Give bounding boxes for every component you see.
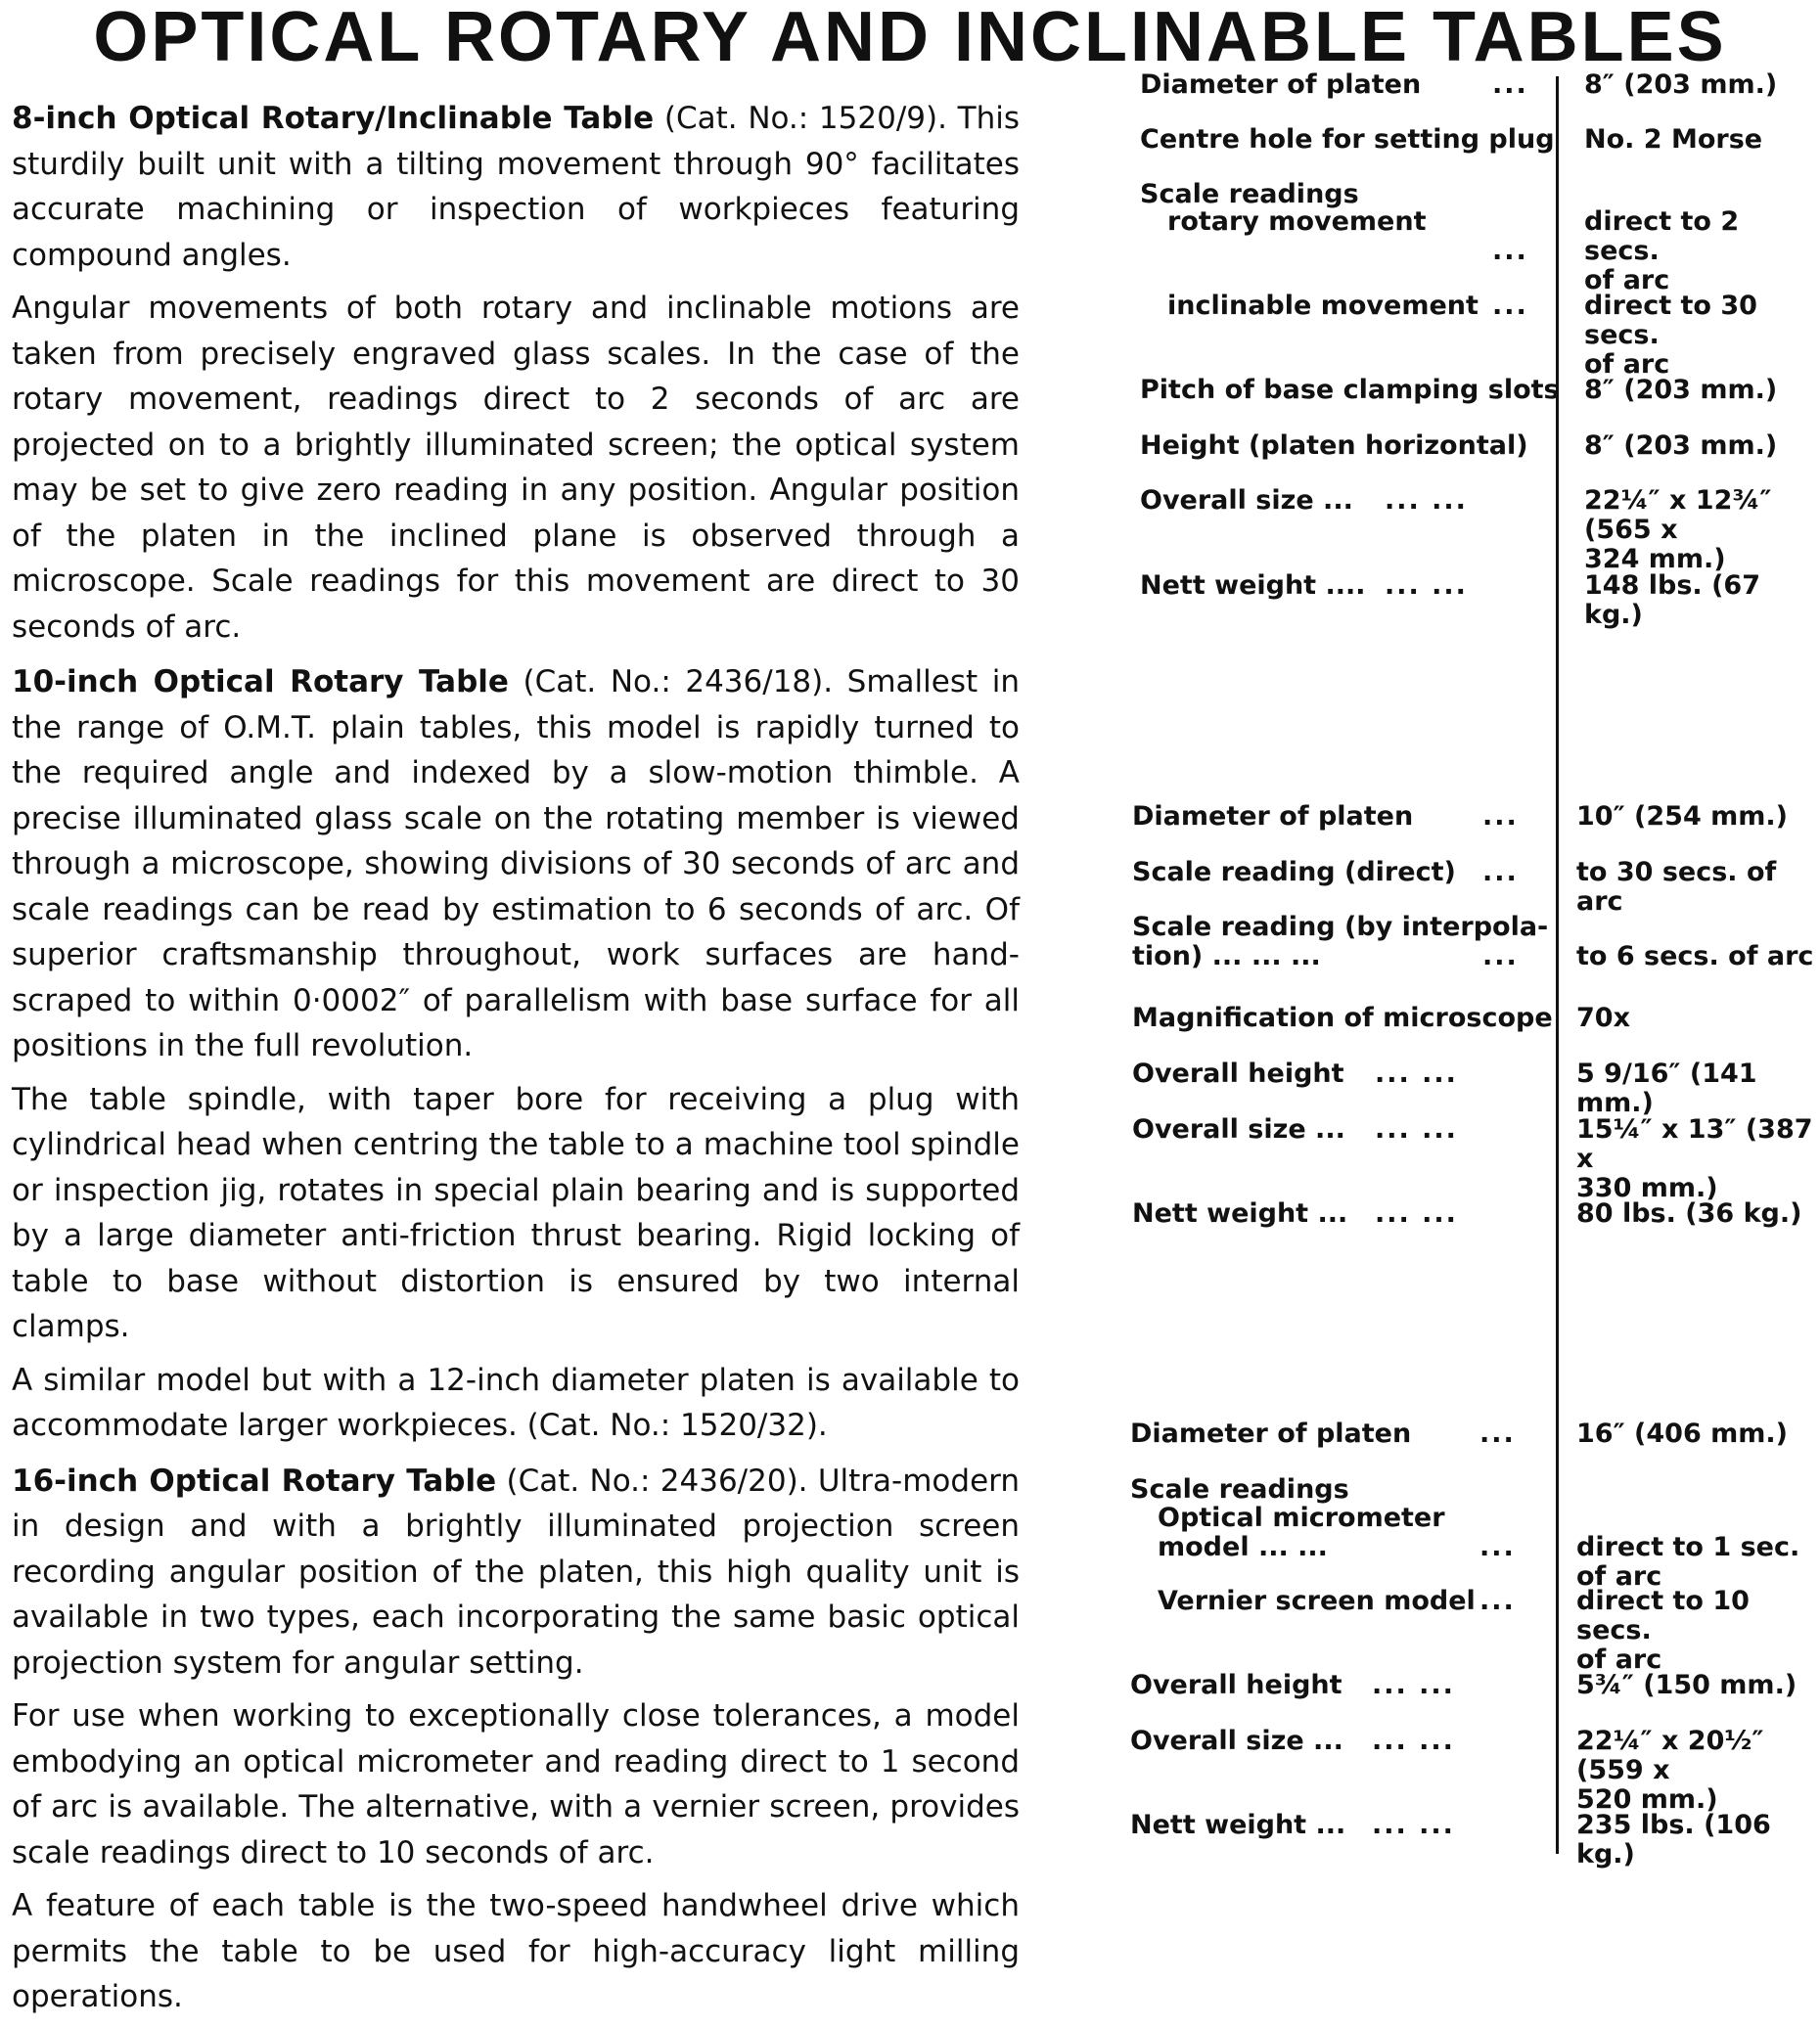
spec-value: 15¼″ x 13″ (387 x 330 mm.) (1576, 1114, 1813, 1203)
spec-leader-dots: ... (1492, 69, 1528, 100)
spec-leader-dots: ... ... (1372, 1670, 1455, 1700)
spec-label: Diameter of platen (1140, 69, 1422, 100)
spec-leader-dots: ... (1482, 857, 1519, 887)
paragraph-text: (Cat. No.: 2436/20). Ultra-modern in design and with a brightly illuminated projection screen recording angular position of the platen, this high quality unit is available in two types, each incorporating the same basic optical projection system for angular setting. (12, 1463, 1020, 1681)
spec-leader-dots: ... ... (1385, 485, 1468, 516)
spec-leader-dots: ... (1482, 941, 1519, 971)
spec-leader-dots: ... (1479, 1532, 1516, 1562)
spec-leader-dots: ... ... (1375, 1114, 1458, 1145)
spec-value: direct to 2 secs. of arc (1584, 206, 1740, 295)
page-title: OPTICAL ROTARY AND INCLINABLE TABLES (93, 0, 1727, 76)
spec-leader-dots: ... ... (1375, 1059, 1458, 1089)
spec-value: 22¼″ x 20½″ (559 x 520 mm.) (1576, 1726, 1764, 1815)
spec-leader-dots: ... (1492, 291, 1528, 321)
spec-label: Nett weight .... (1140, 570, 1366, 601)
spec-leader-dots: ... (1492, 236, 1528, 266)
spec-leader-dots: ... (1479, 1419, 1516, 1449)
spec-value: 22¼″ x 12¾″ (565 x 324 mm.) (1584, 485, 1772, 574)
paragraph-16-inch-handwheel: A feature of each table is the two-speed handwheel drive which permits the table to be used for high-accuracy light milling operations. (12, 1888, 1020, 2014)
spec-value: 8″ (203 mm.) (1584, 375, 1778, 405)
spec-value: 16″ (406 mm.) (1576, 1419, 1788, 1449)
section-heading-16-inch: 16-inch Optical Rotary Table (12, 1463, 497, 1499)
spec-leader-dots: ... ... (1372, 1726, 1455, 1756)
spec-label: Diameter of platen (1132, 801, 1414, 832)
paragraph-10-inch-spindle: The table spindle, with taper bore for receiving a plug with cylindrical head when centring the table to a machine tool spindle or inspection jig, rotates in special plain bearing and is supported by a large diameter anti-friction thrust bearing. Rigid locking of table to base without distortion is ensured by two internal clamps. (12, 1081, 1020, 1344)
spec-label: Overall height (1130, 1670, 1342, 1700)
spec-label: Height (platen horizontal) (1140, 430, 1528, 461)
spec-label: Scale reading (direct) (1132, 857, 1456, 887)
paragraph-text: (Cat. No.: 1520/9). This sturdily built unit with a tilting movement through 90° facilitates accurate machining or inspection of workpieces featuring compound angles. (12, 101, 1021, 273)
spec-label: Overall size ... (1140, 485, 1353, 516)
spec-leader-dots: ... ... (1372, 1810, 1455, 1840)
spec-group-heading: Scale readings (1130, 1474, 1349, 1505)
spec-label: Overall size ... (1132, 1114, 1345, 1145)
spec-label: Centre hole for setting plug (1140, 124, 1555, 155)
paragraph-16-inch-micrometer: For use when working to exceptionally close tolerances, a model embodying an optical micrometer and reading direct to 1 second of arc is available. The alternative, with a vernier screen, provides scale readings direct to 10 seconds of arc. (12, 1698, 1020, 1870)
spec-label: Nett weight ... (1132, 1198, 1348, 1229)
spec-value: 8″ (203 mm.) (1584, 69, 1778, 100)
spec-value: 5 9/16″ (141 mm.) (1576, 1059, 1757, 1118)
spec-label: Overall size ... (1130, 1726, 1343, 1756)
spec-value: 235 lbs. (106 kg.) (1576, 1810, 1771, 1870)
spec-value: direct to 10 secs. of arc (1576, 1586, 1750, 1675)
spec-value: 10″ (254 mm.) (1576, 801, 1788, 832)
spec-label: Pitch of base clamping slots (1140, 375, 1560, 405)
spec-value: 148 lbs. (67 kg.) (1584, 570, 1760, 630)
section-heading-10-inch: 10-inch Optical Rotary Table (12, 664, 509, 699)
spec-label: Optical micrometer model ... ... (1158, 1503, 1445, 1562)
spec-label: Nett weight ... (1130, 1810, 1346, 1840)
spec-value: to 6 secs. of arc (1576, 941, 1814, 971)
spec-leader-dots: ... ... (1375, 1198, 1458, 1229)
spec-value: direct to 30 secs. of arc (1584, 291, 1757, 380)
spec-leader-dots: ... (1482, 801, 1519, 832)
spec-value: 8″ (203 mm.) (1584, 430, 1778, 461)
spec-label: rotary movement (1167, 206, 1427, 237)
spec-label: inclinable movement (1167, 291, 1479, 321)
paragraph-text: (Cat. No.: 2436/18). Smallest in the range of O.M.T. plain tables, this model is rapidly turned to the required angle and indexed by a slow-motion thimble. A precise illuminated glass scale on the rotating member is viewed through a microscope, showing divisions of 30 seconds of arc and scale readings can be read by estimation to 6 seconds of arc. Of superior craftsmanship throughout, work surfaces are hand-scraped to within 0·0002″ of parallelism with base surface for all positions in the full revolution. (12, 664, 1020, 1063)
spec-label: Diameter of platen (1130, 1419, 1412, 1449)
spec-value: 5¾″ (150 mm.) (1576, 1670, 1797, 1700)
spec-label: Vernier screen model (1158, 1586, 1476, 1616)
spec-value: 70x (1576, 1003, 1630, 1033)
spec-value: 80 lbs. (36 kg.) (1576, 1198, 1802, 1229)
section-heading-8-inch: 8-inch Optical Rotary/Inclinable Table (12, 101, 655, 136)
spec-label: Scale reading (by interpola- tion) ... ... ... (1132, 912, 1549, 971)
spec-label: Overall height (1132, 1059, 1344, 1089)
spec-value: to 30 secs. of arc (1576, 857, 1777, 917)
paragraph-8-inch-detail: Angular movements of both rotary and inclinable motions are taken from precisely engraved glass scales. In the case of the rotary movement, readings direct to 2 seconds of arc are projected on to a brightly illuminated screen; the optical system may be set to give zero reading in any position. Angular position of the platen in the inclined plane is observed through a microscope. Scale readings for this movement are direct to 30 seconds of arc. (12, 291, 1020, 645)
spec-label: Magnification of microscope (1132, 1003, 1553, 1033)
spec-leader-dots: ... ... (1385, 570, 1468, 601)
spec-value: No. 2 Morse (1584, 124, 1763, 155)
paragraph-10-inch-similar: A similar model but with a 12-inch diameter platen is available to accommodate larger workpieces. (Cat. No.: 1520/32). (12, 1362, 1020, 1443)
spec-group-heading: Scale readings (1140, 179, 1359, 209)
spec-value: direct to 1 sec. of arc (1576, 1532, 1800, 1592)
spec-leader-dots: ... (1479, 1586, 1516, 1616)
